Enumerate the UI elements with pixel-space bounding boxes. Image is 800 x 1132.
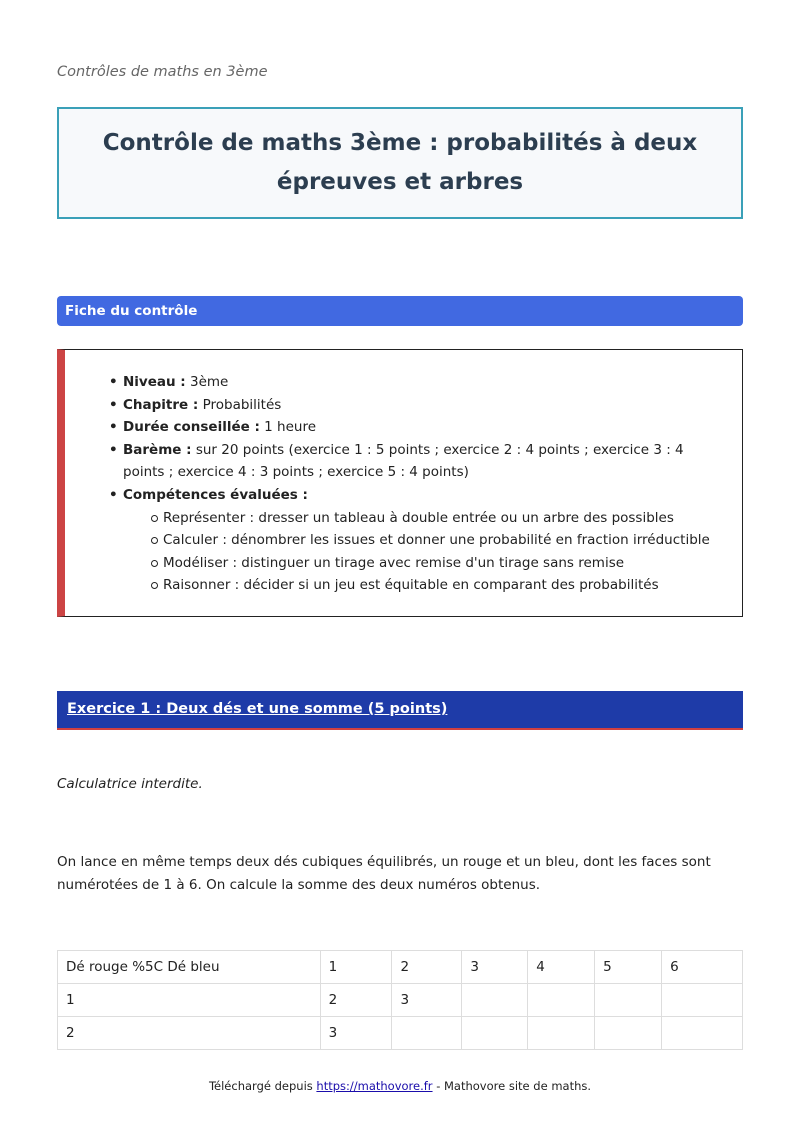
list-item-competences (123, 484, 723, 597)
table-row (58, 1017, 743, 1050)
bareme-label: Barème : (123, 441, 192, 458)
table-cell (595, 1017, 662, 1050)
table-cell: 3 (462, 951, 528, 984)
table-cell (662, 1017, 743, 1050)
competences-list (163, 507, 723, 597)
table-cell: 1 (58, 984, 321, 1017)
duree-label: Durée conseillée : (123, 419, 260, 436)
table-cell: 1 (320, 951, 392, 984)
chapitre-label: Chapitre : (123, 396, 199, 413)
table-cell (528, 1017, 595, 1050)
list-item-duree (123, 416, 723, 439)
niveau-label: Niveau : (123, 374, 186, 390)
table-cell: 4 (528, 951, 595, 984)
fiche-box (57, 349, 743, 617)
table-row (58, 984, 743, 1017)
list-item-niveau (123, 371, 723, 394)
exercise-1-link[interactable]: Exercice 1 : Deux dés et une somme (5 points) (67, 701, 448, 717)
table-cell: 2 (58, 1017, 321, 1050)
page-title: Contrôle de maths 3ème : probabilités à deux épreuves et arbres (102, 130, 698, 195)
footer-suffix: - Mathovore site de maths. (436, 1079, 592, 1093)
footer (0, 1079, 800, 1093)
exercise-note: Calculatrice interdite. (57, 776, 203, 792)
table-cell: 2 (320, 984, 392, 1017)
table-cell: Dé rouge %5C Dé bleu (58, 951, 321, 984)
footer-prefix: Téléchargé depuis (208, 1079, 313, 1093)
table-cell: 3 (320, 1017, 392, 1050)
niveau-value: 3ème (190, 374, 229, 390)
table-cell (595, 984, 662, 1017)
footer-link[interactable]: https://mathovore.fr (316, 1079, 433, 1093)
table-cell (528, 984, 595, 1017)
fiche-list (123, 371, 723, 597)
table-cell (462, 984, 528, 1017)
competence-item: Calculer : dénombrer les issues et donner une probabilité en fraction irréductible (163, 529, 723, 552)
list-item-bareme (123, 439, 723, 484)
duree-value: 1 heure (264, 419, 317, 436)
competence-item: Représenter : dresser un tableau à double entrée ou un arbre des possibles (163, 507, 723, 530)
list-item-chapitre (123, 394, 723, 417)
bareme-value: sur 20 points (exercice 1 : 5 points ; exercice 2 : 4 points ; exercice 3 : 4 points ; exercice 4 : 3 points ; exercice 5 : 4 points) (123, 441, 684, 481)
table-row (58, 951, 743, 984)
table-cell: 6 (662, 951, 743, 984)
table-cell (392, 1017, 462, 1050)
fiche-heading: Fiche du contrôle (57, 296, 743, 326)
competences-label: Compétences évaluées : (123, 486, 308, 503)
table-cell (462, 1017, 528, 1050)
chapitre-value: Probabilités (202, 396, 282, 413)
table-cell (662, 984, 743, 1017)
breadcrumb: Contrôles de maths en 3ème (57, 64, 268, 80)
exercise-1-heading[interactable] (57, 691, 743, 730)
competence-item: Modéliser : distinguer un tirage avec remise d'un tirage sans remise (163, 552, 723, 575)
competence-item: Raisonner : décider si un jeu est équitable en comparant des probabilités (163, 574, 723, 597)
table-cell: 3 (392, 984, 462, 1017)
table-cell: 5 (595, 951, 662, 984)
title-box (57, 107, 743, 219)
table-cell: 2 (392, 951, 462, 984)
sum-table (57, 950, 743, 1050)
exercise-text: On lance en même temps deux dés cubiques équilibrés, un rouge et un bleu, dont les faces sont numérotées de 1 à 6. On calcule la somme des deux numéros obtenus. (57, 854, 711, 893)
